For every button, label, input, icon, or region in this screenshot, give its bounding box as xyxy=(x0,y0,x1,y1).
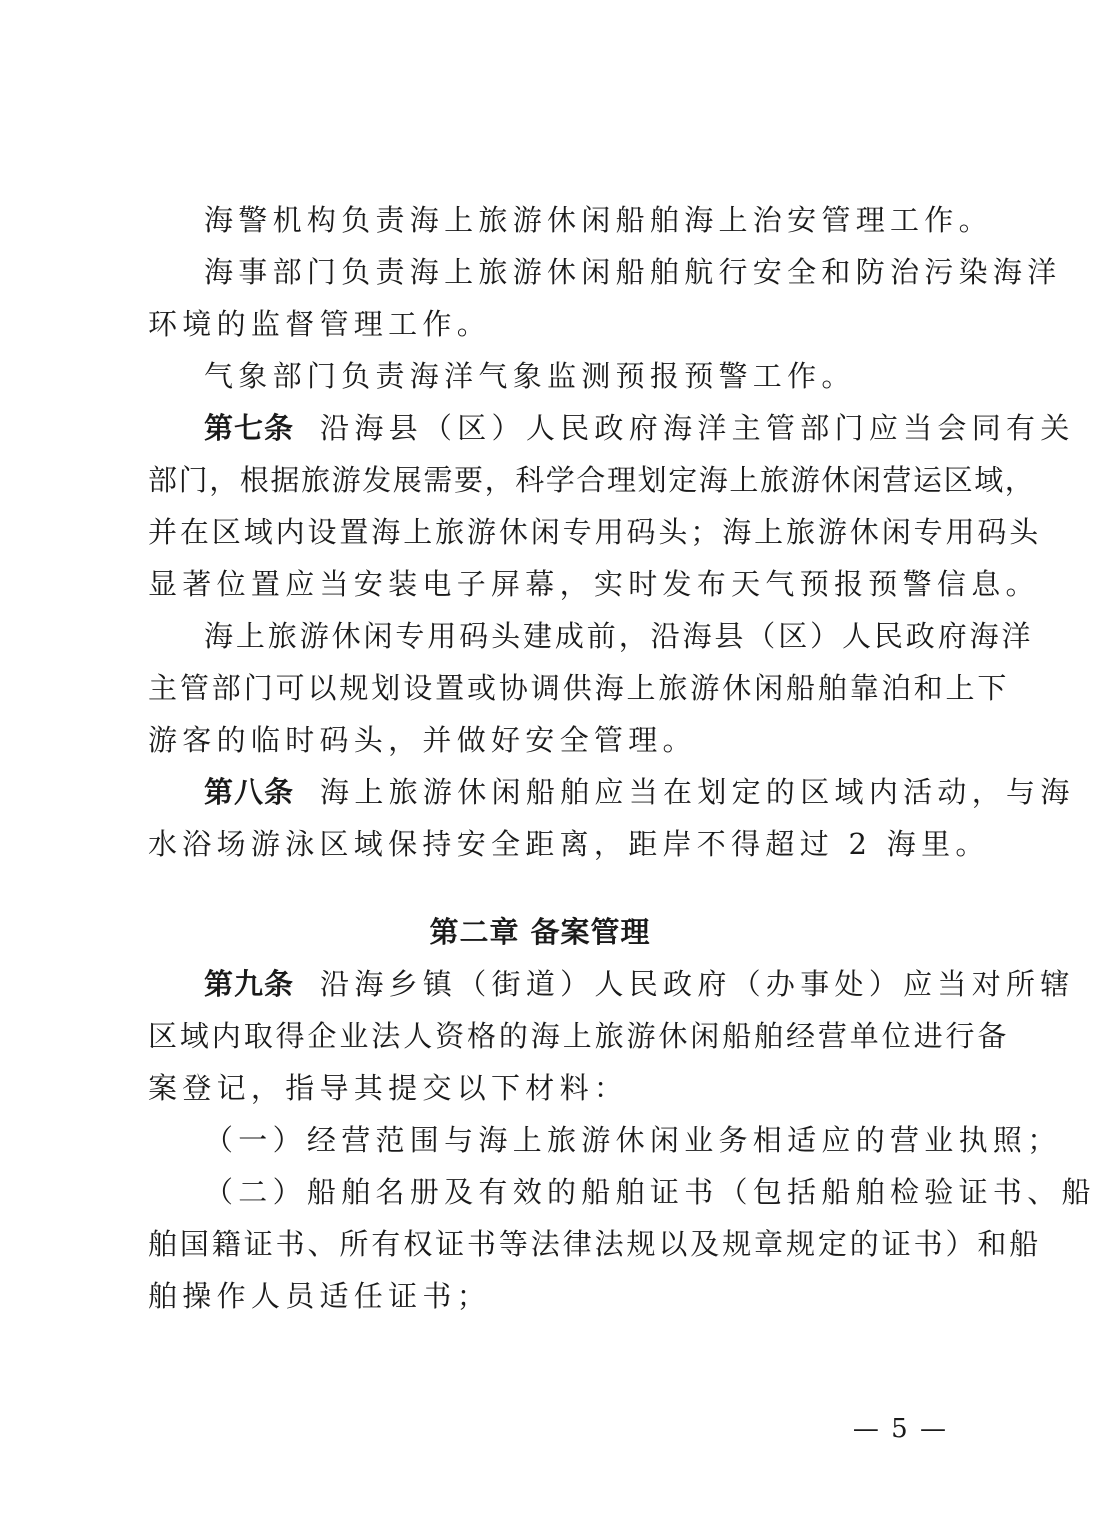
paragraph-text: 海上旅游休闲船舶应当在划定的区域内活动，与海 xyxy=(320,775,1075,809)
paragraph-line: 水浴场游泳区域保持安全距离，距岸不得超过 2 海里。 xyxy=(148,827,990,861)
paragraph-line: 舶国籍证书、所有权证书等法律法规以及规章规定的证书）和船 xyxy=(148,1227,1042,1261)
list-item: （一）经营范围与海上旅游休闲业务相适应的营业执照； xyxy=(204,1123,1062,1157)
paragraph-line: 显著位置应当安装电子屏幕，实时发布天气预报预警信息。 xyxy=(148,567,1040,601)
paragraph-line: 舶操作人员适任证书； xyxy=(148,1279,492,1313)
paragraph-line: 海警机构负责海上旅游休闲船舶海上治安管理工作。 xyxy=(204,203,993,237)
paragraph-line: 海上旅游休闲专用码头建成前，沿海县（区）人民政府海洋 xyxy=(204,619,1034,653)
paragraph-text: 沿海乡镇（街道）人民政府（办事处）应当对所辖 xyxy=(320,967,1075,1001)
paragraph-line: 游客的临时码头，并做好安全管理。 xyxy=(148,723,697,757)
article-8-first-line xyxy=(204,766,1075,818)
paragraph-line: 气象部门负责海洋气象监测预报预警工作。 xyxy=(204,359,856,393)
paragraph-line: 环境的监督管理工作。 xyxy=(148,307,492,341)
article-9-first-line xyxy=(204,958,1075,1010)
paragraph-line: 海事部门负责海上旅游休闲船舶航行安全和防治污染海洋 xyxy=(204,255,1062,289)
article-7-first-line xyxy=(204,402,1075,454)
paragraph-line: 并在区域内设置海上旅游休闲专用码头；海上旅游休闲专用码头 xyxy=(148,515,1042,549)
paragraph-line: 部门，根据旅游发展需要，科学合理划定海上旅游休闲营运区域， xyxy=(148,463,1036,497)
page-number: — 5 — xyxy=(852,1414,948,1444)
article-8-label: 第八条 xyxy=(204,775,295,809)
paragraph-line: 主管部门可以规划设置或协调供海上旅游休闲船舶靠泊和上下 xyxy=(148,671,1010,705)
article-9-label: 第九条 xyxy=(204,967,295,1001)
paragraph-line: 案登记，指导其提交以下材料： xyxy=(148,1071,629,1105)
chapter-title: 第二章 备案管理 xyxy=(429,915,651,949)
article-7-label: 第七条 xyxy=(204,411,295,445)
list-item: （二）船舶名册及有效的船舶证书（包括船舶检验证书、船 xyxy=(204,1175,1096,1209)
paragraph-text: 沿海县（区）人民政府海洋主管部门应当会同有关 xyxy=(320,411,1075,445)
paragraph-line: 区域内取得企业法人资格的海上旅游休闲船舶经营单位进行备 xyxy=(148,1019,1010,1053)
